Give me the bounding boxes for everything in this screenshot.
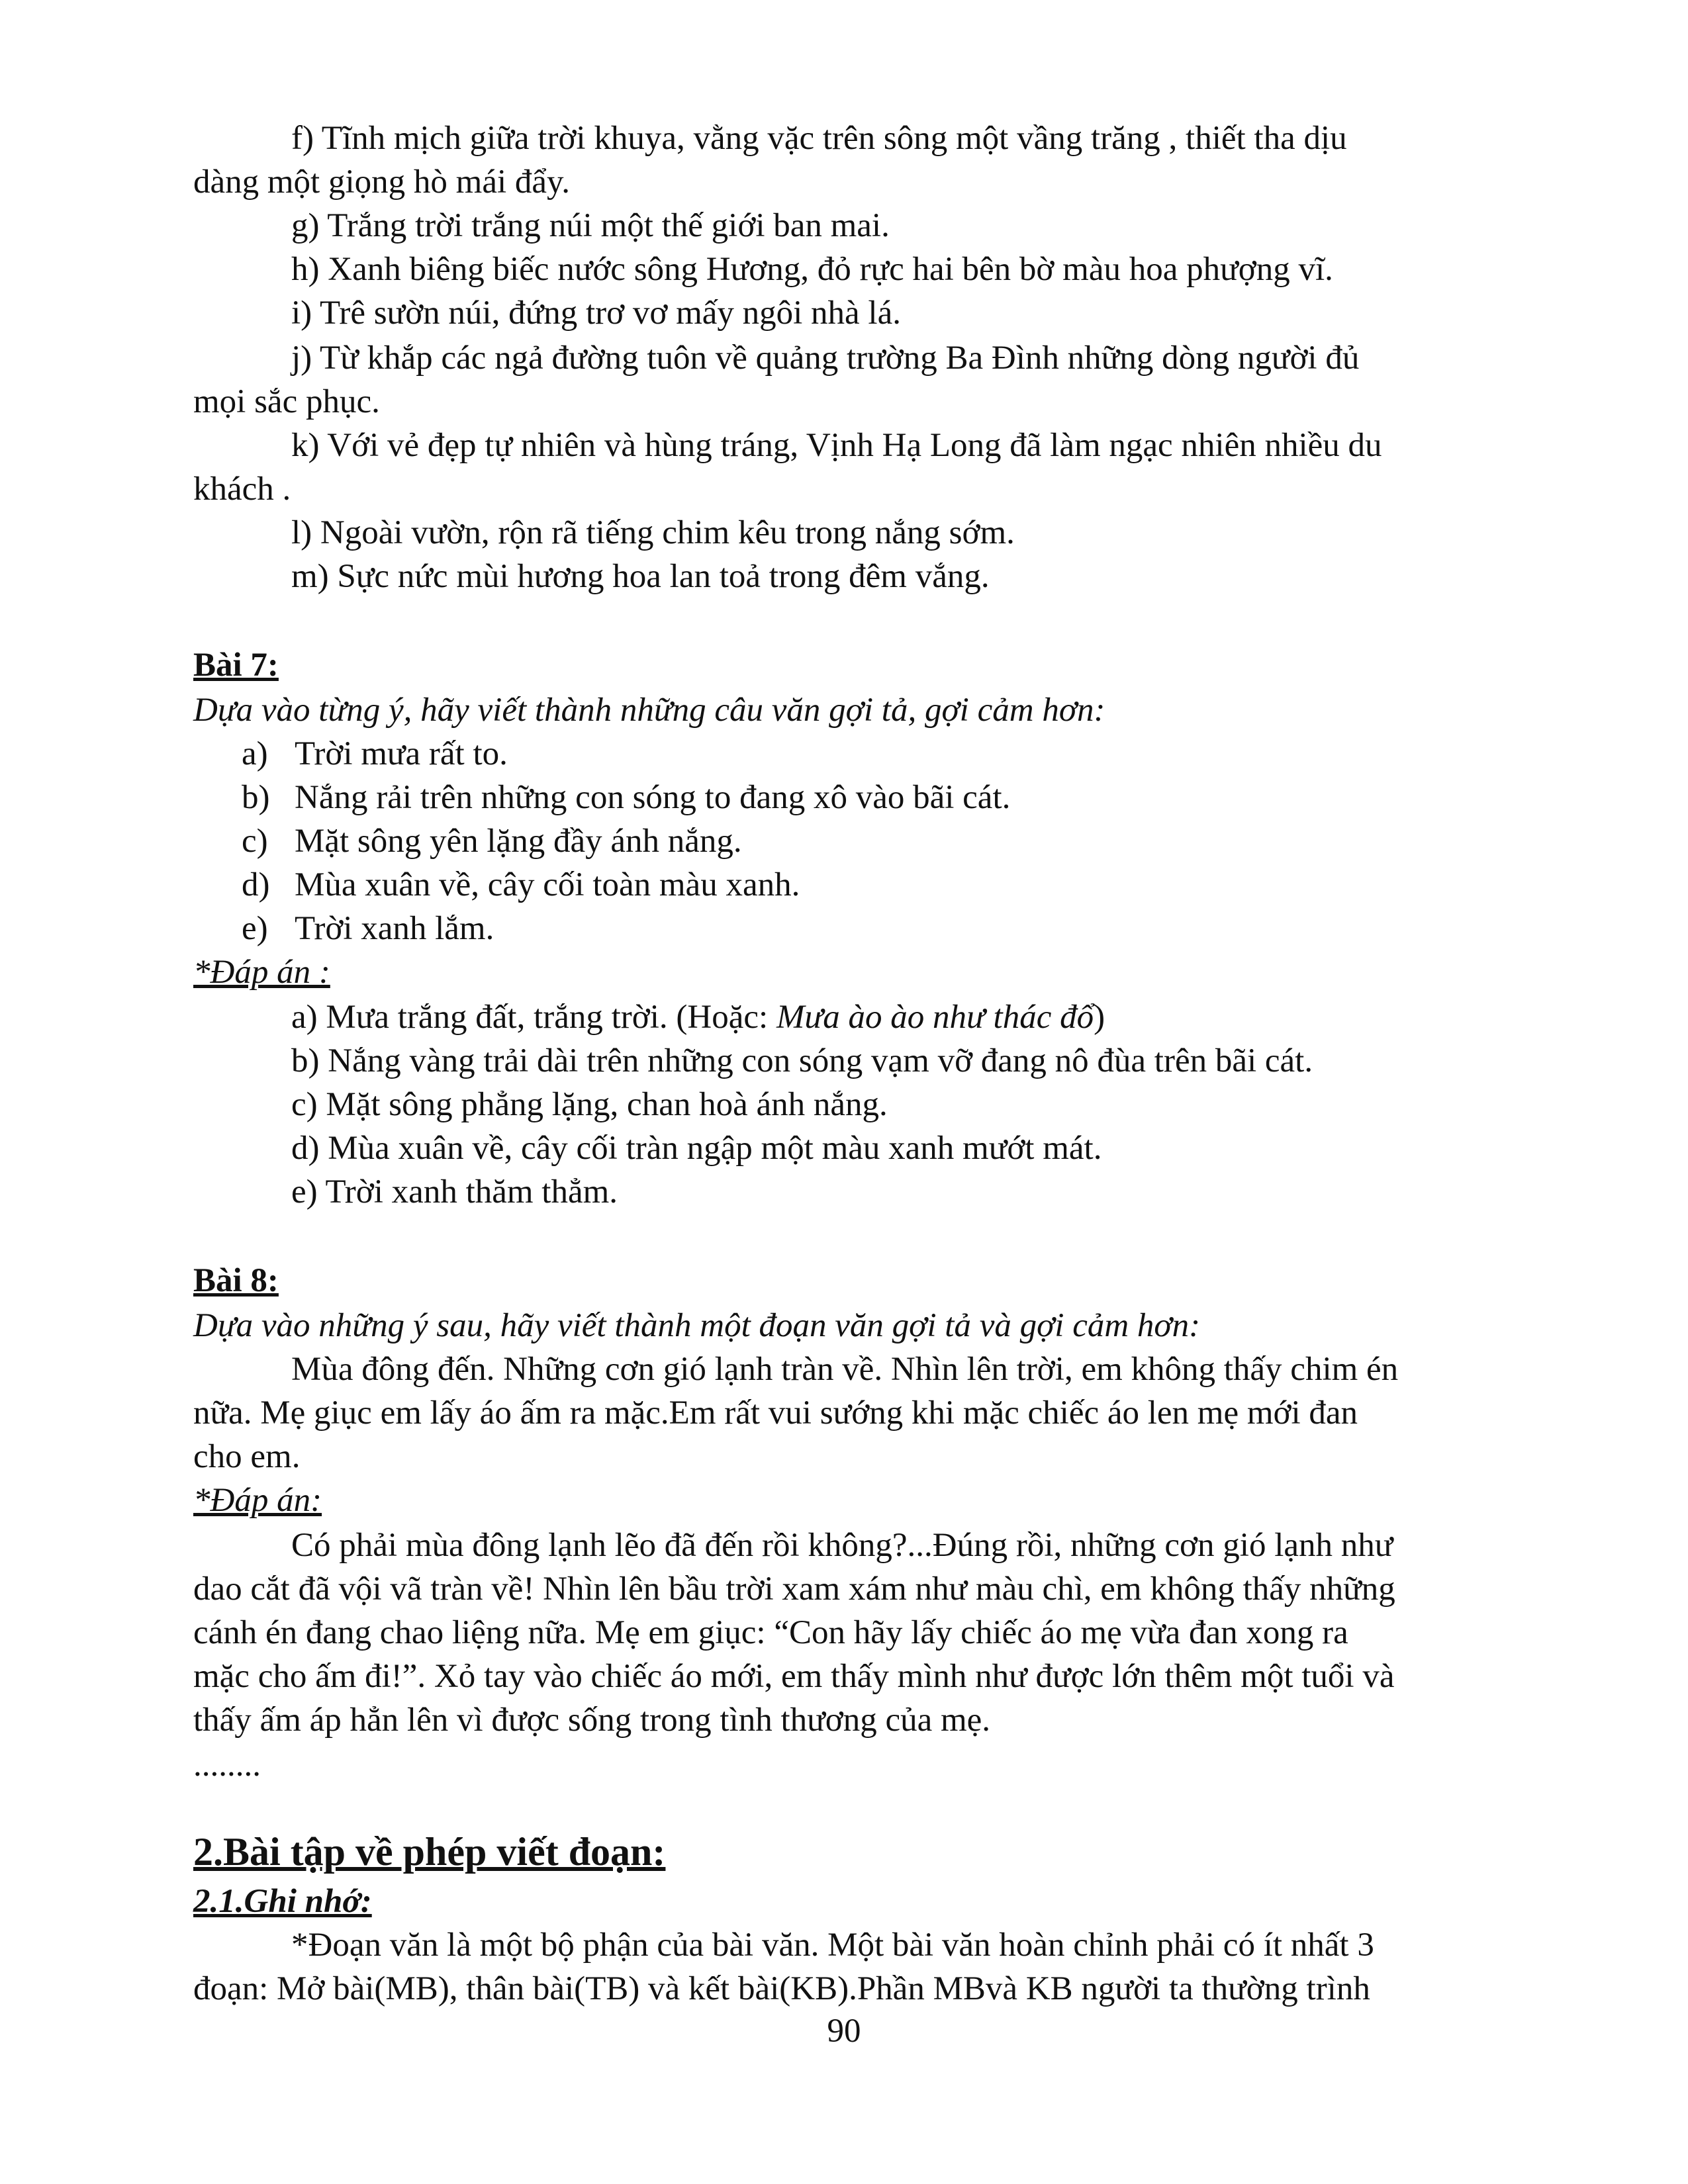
option-text: Mặt sông yên lặng đầy ánh nắng. bbox=[295, 823, 742, 860]
item-f-line-1: f) Tĩnh mịch giữa trời khuya, vằng vặc trên sông một vầng trăng , thiết tha dịu bbox=[291, 120, 1347, 157]
bai7-answer-b: b) Nắng vàng trải dài trên những con sóng vạm vỡ đang nô đùa trên bãi cát. bbox=[291, 1042, 1313, 1079]
option-label: b) bbox=[242, 779, 270, 816]
option-label: a) bbox=[242, 735, 268, 772]
bai8-heading-text: Bài 8: bbox=[193, 1262, 279, 1299]
section-2-text-line: đoạn: Mở bài(MB), thân bài(TB) và kết bài(KB).Phần MBvà KB người ta thường trình bbox=[193, 1970, 1370, 2007]
option-label: d) bbox=[242, 866, 270, 903]
page-number: 90 bbox=[827, 2013, 861, 2050]
item-h: h) Xanh biêng biếc nước sông Hương, đỏ rực hai bên bờ màu hoa phượng vĩ. bbox=[291, 251, 1333, 288]
section-2-text-line: *Đoạn văn là một bộ phận của bài văn. Một bài văn hoàn chỉnh phải có ít nhất 3 bbox=[291, 1927, 1374, 1964]
item-m: m) Sực nức mùi hương hoa lan toả trong đêm vắng. bbox=[291, 558, 990, 595]
answer-a-end: ) bbox=[1094, 999, 1105, 1036]
option-text: Nắng rải trên những con sóng to đang xô vào bãi cát. bbox=[295, 779, 1011, 816]
bai7-option bbox=[242, 732, 1569, 776]
item-i: i) Trê sườn núi, đứng trơ vơ mấy ngôi nhà lá. bbox=[291, 295, 901, 332]
bai8-heading bbox=[193, 1259, 1569, 1302]
bai7-answer-label-line bbox=[193, 950, 1569, 994]
section-2-1-subtitle: 2.1.Ghi nhớ: bbox=[193, 1883, 372, 1920]
bai8-answer-line: cánh én đang chao liệng nữa. Mẹ em giục: “Con hãy lấy chiếc áo mẹ vừa đan xong ra bbox=[193, 1614, 1348, 1651]
bai7-prompt: Dựa vào từng ý, hãy viết thành những câu văn gợi tả, gợi cảm hơn: bbox=[193, 692, 1105, 729]
bai7-heading bbox=[193, 643, 1569, 687]
bai7-answer-a bbox=[291, 995, 1569, 1039]
bai8-answer-line: Có phải mùa đông lạnh lẽo đã đến rồi không?...Đúng rồi, những cơn gió lạnh như bbox=[291, 1527, 1393, 1564]
bai7-answer-e: e) Trời xanh thăm thẳm. bbox=[291, 1173, 618, 1210]
bai7-answer-d: d) Mùa xuân về, cây cối tràn ngập một màu xanh mướt mát. bbox=[291, 1130, 1102, 1167]
option-text: Trời xanh lắm. bbox=[295, 910, 494, 947]
bai7-heading-text: Bài 7: bbox=[193, 647, 279, 684]
bai8-para-line: nữa. Mẹ giục em lấy áo ấm ra mặc.Em rất vui sướng khi mặc chiếc áo len mẹ mới đan bbox=[193, 1394, 1358, 1432]
bai8-prompt: Dựa vào những ý sau, hãy viết thành một đoạn văn gợi tả và gợi cảm hơn: bbox=[193, 1307, 1201, 1344]
section-2-title: 2.Bài tập về phép viết đoạn: bbox=[193, 1830, 666, 1874]
answer-a-text: a) Mưa trắng đất, trắng trời. (Hoặc: bbox=[291, 999, 776, 1036]
bai7-answer-c: c) Mặt sông phẳng lặng, chan hoà ánh nắng. bbox=[291, 1086, 888, 1123]
bai8-answer-line: thấy ấm áp hẳn lên vì được sống trong tình thương của mẹ. bbox=[193, 1702, 991, 1739]
bai7-option bbox=[242, 819, 1569, 863]
item-k-line-1: k) Với vẻ đẹp tự nhiên và hùng tráng, Vịnh Hạ Long đã làm ngạc nhiên nhiều du bbox=[291, 427, 1382, 464]
option-label: e) bbox=[242, 910, 268, 947]
bai7-answer-label: *Đáp án : bbox=[193, 954, 330, 991]
item-g: g) Trắng trời trắng núi một thế giới ban mai. bbox=[291, 207, 890, 244]
bai7-option bbox=[242, 907, 1569, 950]
option-text: Mùa xuân về, cây cối toàn màu xanh. bbox=[295, 866, 800, 903]
bai8-answer-label: *Đáp án: bbox=[193, 1482, 322, 1519]
answer-a-italic: Mưa ào ào như thác đổ bbox=[776, 999, 1094, 1036]
bai8-answer-label-line bbox=[193, 1479, 1569, 1522]
bai8-para-line: cho em. bbox=[193, 1438, 301, 1475]
item-k-line-2: khách . bbox=[193, 471, 291, 508]
bai7-option bbox=[242, 863, 1569, 907]
section-2-1-line bbox=[193, 1880, 1569, 1923]
item-f-line-2: dàng một giọng hò mái đẩy. bbox=[193, 163, 570, 201]
section-2-title-line bbox=[193, 1827, 1569, 1880]
bai8-answer-line: dao cắt đã vội vã tràn về! Nhìn lên bầu trời xam xám như màu chì, em không thấy những bbox=[193, 1570, 1395, 1608]
bai7-option bbox=[242, 776, 1569, 819]
bai8-para-line: Mùa đông đến. Những cơn gió lạnh tràn về. Nhìn lên trời, em không thấy chim én bbox=[291, 1351, 1399, 1388]
item-l: l) Ngoài vườn, rộn rã tiếng chim kêu trong nắng sớm. bbox=[291, 514, 1015, 551]
option-label: c) bbox=[242, 823, 268, 860]
item-j-line-2: mọi sắc phục. bbox=[193, 383, 380, 420]
bai8-answer-line: mặc cho ấm đi!”. Xỏ tay vào chiếc áo mới, em thấy mình như được lớn thêm một tuổi và bbox=[193, 1658, 1395, 1695]
bai8-ellipsis: ........ bbox=[193, 1747, 261, 1784]
option-text: Trời mưa rất to. bbox=[295, 735, 508, 772]
item-j-line-1: j) Từ khắp các ngả đường tuôn về quảng trường Ba Đình những dòng người đủ bbox=[291, 340, 1360, 377]
